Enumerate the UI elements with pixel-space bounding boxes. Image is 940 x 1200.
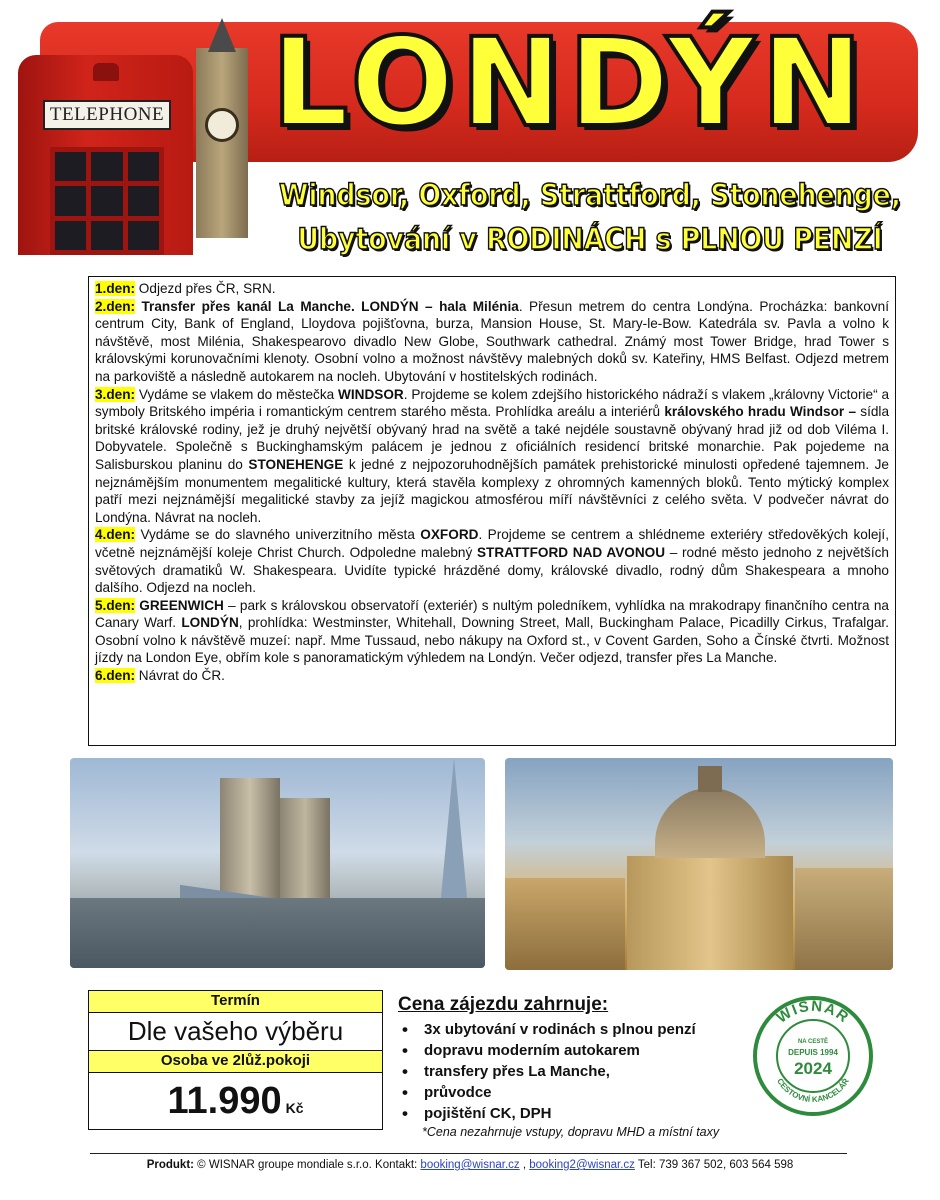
day-highlight: OXFORD (420, 527, 479, 543)
term-label: Termín (89, 991, 382, 1013)
day-text: Odjezd přes ČR, SRN. (135, 281, 276, 296)
thames-water (70, 898, 485, 968)
phonebox-window (50, 147, 164, 255)
big-ben-tower-image (196, 48, 248, 238)
clock-icon (205, 108, 239, 142)
college-building-right (795, 868, 893, 970)
day-highlight: WINDSOR (338, 386, 404, 402)
day-label: 3.den: (95, 386, 136, 402)
day-text: . Přesun metrem do centra Londýna. Procházka: bankovní centrum City, Bank of England, Lloydova pojišťovna, burza, Mansion House, St. Mary-le-Bow. Katedrála sv. Pavla a volno k návštěvě, most Milénia, Shakespearovo divadlo New Globe, Southwark cathedral. Známý most Tower Bridge, hrad Tower s královskými korunovačními klenoty. Osobní volno a možnost návštěvy malebných doků sv. Kateřiny, HMS Belfast. Odjezd metrem na parkoviště a následně autokarem na nocleh. Ubytování v hostitelských rodinách. (95, 298, 889, 384)
day-text: – park s královskou observatoří (exteriér) s nultým poledníkem, vyhlídka na mrakodrapy finančního centra na Canary Warf. (95, 597, 889, 631)
day-4 (95, 526, 889, 596)
subtitle-destinations: Windsor, Oxford, Strattford, Stonehenge, (278, 178, 902, 212)
rotunda-drum (627, 856, 793, 970)
price-currency: Kč (285, 1100, 304, 1116)
day-6 (95, 667, 889, 685)
day-text: . Projdeme se kolem zdejšího historického nádraží s vlakem „královny Victorie“ a symboly Britského impéria i romantickým centrem starého města. Prohlídka areálu a interiérů (95, 386, 890, 420)
day-text: – rodné město jednoho z největších světových dramatiků W. Shakespeara. Uvidíte typické hrázděné domy, královské divadlo, rodný dům Shakespeara a mnoho dalšího. Odjezd na nocleh. (95, 544, 889, 596)
day-highlight: GREENWICH (135, 597, 224, 613)
list-item: • průvodce (398, 1082, 778, 1103)
day-5 (95, 597, 889, 667)
includes-list (398, 1019, 778, 1124)
list-item: • pojištění CK, DPH (398, 1103, 778, 1124)
stamp-top-text: WISNAR (773, 997, 853, 1027)
day-3 (95, 386, 889, 527)
stamp-since: DEPUIS 1994 (788, 1048, 838, 1057)
day-text: Vydáme se vlakem do městečka (135, 386, 339, 402)
day-2 (95, 298, 889, 386)
day-highlight: královského hradu Windsor – (664, 404, 857, 420)
stamp-small-text: NA CESTĚ (797, 1039, 829, 1045)
crown-icon (93, 63, 119, 81)
email-link-booking[interactable]: booking@wisnar.cz (420, 1159, 520, 1171)
day-highlight: LONDÝN (181, 615, 239, 631)
itinerary-box (88, 276, 896, 746)
shard-skyscraper (440, 758, 468, 908)
header-banner (0, 0, 940, 260)
price-includes (398, 993, 778, 1140)
telephone-sign: TELEPHONE (43, 100, 171, 130)
stamp-year: 2024 (794, 1059, 832, 1078)
dome-lantern (698, 766, 722, 792)
day-text: Vydáme se do slavného univerzitního města (135, 527, 421, 543)
college-building-left (505, 878, 625, 970)
day-1 (95, 280, 889, 298)
oxford-radcliffe-camera-photo (505, 758, 893, 970)
day-text: Návrat do ČR. (135, 668, 225, 684)
price-amount: 11.990 (167, 1080, 282, 1122)
tower-spire (208, 18, 236, 52)
day-highlight: STONEHENGE (248, 456, 344, 472)
day-label: 6.den: (95, 668, 136, 684)
day-text: sídla britské královské rodiny, jež je druhý největší obývaný hrad na světě a také nejdéle soustavně obývaný hrad již od dob Viléma I. Dobyvatele. Společně s Buckinghamským palácem je jednou z oficiálních residencí britské monarchie. Pak pojedeme na Salisburskou planinu do (95, 404, 889, 472)
footer-separator: , (519, 1159, 530, 1171)
list-item: • dopravu moderním autokarem (398, 1040, 778, 1061)
day-label: 1.den: (95, 281, 136, 296)
footer-phone: Tel: 739 367 502, 603 564 598 (634, 1159, 794, 1171)
list-item: • transfery přes La Manche, (398, 1061, 778, 1082)
footer-divider (90, 1153, 847, 1154)
list-item: • 3x ubytování v rodinách s plnou penzí (398, 1019, 778, 1040)
svg-text:WISNAR (774, 998, 853, 1027)
stamp-bottom-text: CESTOVNÍ KANCELÁŘ (775, 1076, 851, 1105)
red-telephone-box-image (18, 55, 193, 255)
rotunda-dome (655, 788, 765, 858)
email-link-booking2[interactable]: booking2@wisnar.cz (529, 1159, 635, 1171)
day-text: , prohlídka: Westminster, Whitehall, Downing Street, Mall, Buckingham Palace, Picadilly Cirkus, Trafalgar. Osobní volno k návštěvě muzeí: např. Mme Tussaud, nebo nákupy na Oxford st., v Covent Garden, Soho a Čínské čtvrti. Možnost jízdy na London Eye, obřím kole s panoramatickým výhledem na Londýn. Večer odjezd, transfer přes La Manche. (95, 615, 889, 666)
day-label: 4.den: (95, 527, 136, 543)
footer-product-label: Produkt: (146, 1159, 194, 1171)
day-highlight: STRATTFORD NAD AVONOU (476, 544, 666, 560)
includes-heading: Cena zájezdu zahrnuje: (398, 994, 609, 1015)
day-text: k jedné z nejpozoruhodnějších památek prehistorické minulosti opředené tajemnem. Je nejznámějším monumentem megalitické kultury, která stavěla komplexy z ohromných kamenných bloků. Tento mýtický komplex patří mezi nejznámější megalitické stavby za jejíž magickou atmosférou míří návštěvníci z celého světa. V podvečer návrat do Londýna. Návrat na nocleh. (95, 456, 889, 525)
day-text: . Projdeme se centrem a shlédneme exteriéry středověkých kolejí, včetně nejznámější koleje Christ Church. Odpoledne malebný (95, 527, 889, 560)
day-label: 2.den: (95, 298, 136, 314)
day-label: 5.den: (95, 597, 136, 613)
price-box (88, 990, 383, 1130)
footer-company: © WISNAR groupe mondiale s.r.o. Kontakt: (193, 1159, 421, 1171)
price-value (89, 1073, 382, 1129)
price-exclusion-note: *Cena nezahrnuje vstupy, dopravu MHD a místní taxy (422, 1125, 720, 1139)
page-title: LONDÝN (270, 12, 870, 154)
tower-bridge-photo (70, 758, 485, 968)
subtitle-accommodation: Ubytování v RODINÁCH s PLNOU PENZÍ (297, 222, 883, 256)
day-highlight: Transfer přes kanál La Manche. LONDÝN – hala Milénia (135, 298, 519, 314)
room-type-label: Osoba ve 2lůž.pokoji (89, 1051, 382, 1073)
term-value: Dle vašeho výběru (89, 1013, 382, 1051)
wisnar-stamp-logo (752, 995, 874, 1117)
footer (0, 1158, 940, 1172)
